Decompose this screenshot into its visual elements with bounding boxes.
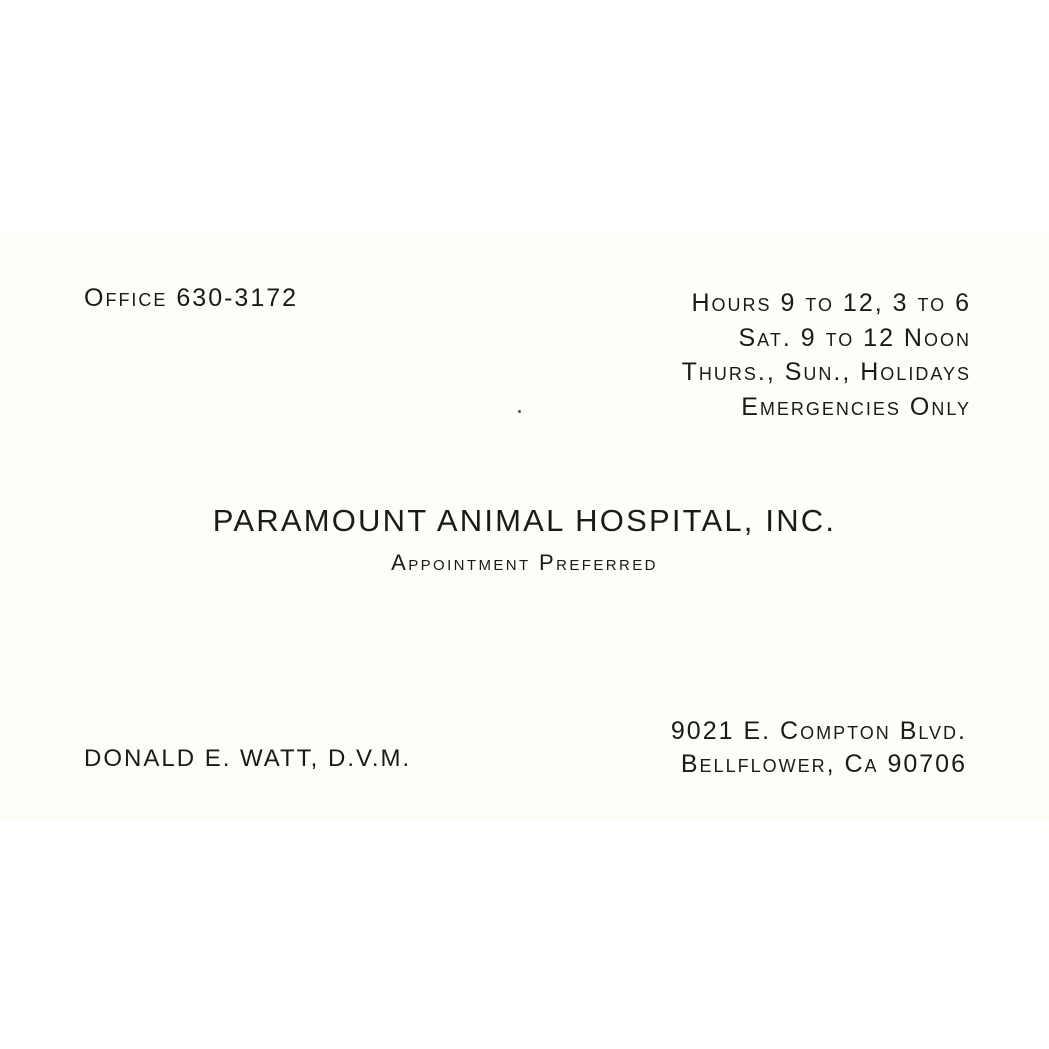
hospital-name: PARAMOUNT ANIMAL HOSPITAL, INC. [212,503,837,538]
address-line: Bellflower, Ca 90706 [680,750,967,778]
appointment-note: Appointment Preferred [391,550,658,575]
hours-line: Sat. 9 to 12 Noon [738,323,971,352]
address-line: 9021 E. Compton Blvd. [670,717,967,745]
doctor-name: DONALD E. WATT, D.V.M. [84,745,412,772]
office-hours [682,286,971,424]
print-speck [518,410,521,413]
hours-line: Hours 9 to 12, 3 to 6 [691,289,971,317]
business-card [0,232,1049,820]
office-phone: Office 630-3172 [84,284,299,312]
hours-line: Emergencies Only [741,392,971,421]
address [671,715,967,781]
hours-line: Thurs., Sun., Holidays [681,358,971,386]
